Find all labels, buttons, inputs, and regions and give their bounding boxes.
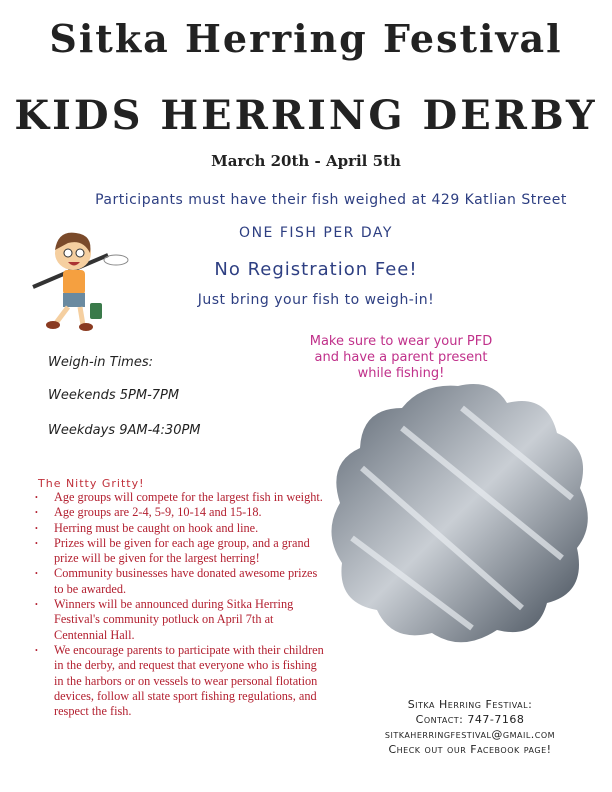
list-item: • Age groups will compete for the largest fish in weight.: [34, 490, 324, 505]
safety-line: and have a parent present: [314, 350, 488, 365]
list-item: • Herring must be caught on hook and line.: [34, 521, 324, 536]
list-item: • Age groups are 2-4, 5-9, 10-14 and 15-18.: [34, 505, 324, 520]
fee-text: No Registration Fee!: [214, 259, 418, 280]
safety-line: while fishing!: [357, 366, 445, 381]
list-item: • Community businesses have donated awesome prizes to be awarded.: [34, 566, 324, 597]
rules-list: [34, 490, 324, 719]
safety-note: [290, 334, 512, 382]
weigh-in-heading: Weigh-in Times:: [48, 355, 153, 370]
list-item: • Prizes will be given for each age group, and a grand prize will be given for the largest herring!: [34, 536, 324, 567]
contact-phone: Contact: 747-7168: [415, 713, 525, 726]
derby-title: KIDS HERRING DERBY: [14, 92, 598, 139]
rules-heading: The Nitty Gritty!: [38, 477, 145, 490]
herring-photo: [322, 378, 594, 646]
contact-email[interactable]: sitkaherringfestival@gmail.com: [384, 728, 556, 741]
kid-fishing-illustration: [28, 225, 133, 335]
contact-facebook: Check out our Facebook page!: [388, 743, 552, 756]
weigh-in-weekdays: Weekdays 9AM-4:30PM: [48, 423, 201, 438]
contact-block: [345, 697, 595, 757]
safety-line: Make sure to wear your PFD: [309, 334, 493, 349]
festival-title: Sitka Herring Festival: [49, 16, 563, 61]
list-item: • Winners will be announced during Sitka Herring Festival's community potluck on April 7th at Centennial Hall.: [34, 597, 324, 643]
list-item: • We encourage parents to participate with their children in the derby, and request that everyone who is fishing in the harbors or on vessels to wear personal flotation devices, follow all state sport fishing regulations, and respect the fish.: [34, 643, 324, 719]
date-range: March 20th - April 5th: [211, 152, 401, 170]
contact-org: Sitka Herring Festival:: [407, 698, 533, 711]
limit-text: ONE FISH PER DAY: [239, 225, 393, 241]
weigh-in-weekends: Weekends 5PM-7PM: [48, 388, 180, 403]
instruction-text: Just bring your fish to weigh-in!: [197, 292, 435, 308]
location-text: Participants must have their fish weighed at 429 Katlian Street: [95, 192, 567, 208]
